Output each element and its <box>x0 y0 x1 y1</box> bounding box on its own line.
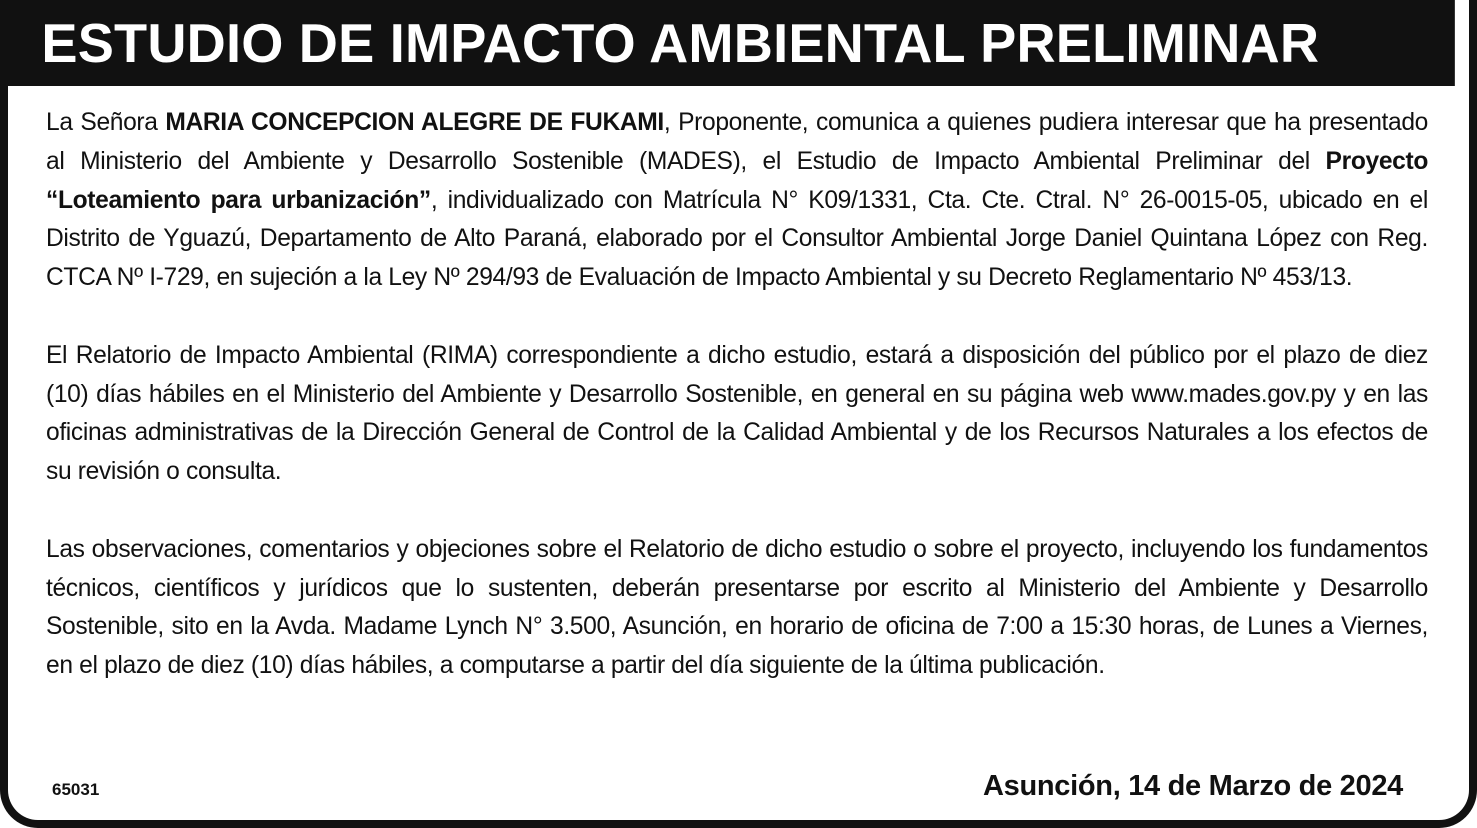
paragraph-text: , individualizado con Matrícula N° K09/1331, Cta. Cte. Ctral. N° 26-0015-05, ubicado en el Distrito de Yguazú, Departamento de Alto Paraná, elaborado por el Consultor Ambiental Jorge Daniel Quintana López con Reg. CTCA Nº I-729, en sujeción a la Ley Nº 294/93 de Evaluación de Impacto Ambiental y su Decreto Reglamentario Nº 453/13. <box>46 186 1429 292</box>
paragraph-proponent <box>46 104 1428 298</box>
ad-code: 65031 <box>52 780 100 799</box>
notice-body <box>46 104 1428 725</box>
paragraph-text: , Proponente, comunica a quienes pudiera interesar que ha presentado al Ministerio del Ambiente y Desarrollo Sostenible (MADES), el Estudio de Impacto Ambiental Preliminar del <box>46 109 1428 175</box>
project-name: Proyecto “Loteamiento para urbanización” <box>46 147 1428 214</box>
notice-title: ESTUDIO DE IMPACTO AMBIENTAL PRELIMINAR <box>0 0 1455 86</box>
paragraph-rima: El Relatorio de Impacto Ambiental (RIMA) correspondiente a dicho estudio, estará a disposición del público por el plazo de diez (10) días hábiles en el Ministerio del Ambiente y Desarrollo Sostenible, en general en su página web www.mades.gov.py y en las oficinas administrativas de la Dirección General de Control de la Calidad Ambiental y de los Recursos Naturales a los efectos de su revisión o consulta. <box>46 341 1428 486</box>
proponent-name: MARIA CONCEPCION ALEGRE DE FUKAMI <box>165 109 664 136</box>
paragraph-observations: Las observaciones, comentarios y objeciones sobre el Relatorio de dicho estudio o sobre el proyecto, incluyendo los fundamentos técnicos, científicos y jurídicos que lo sustenten, deberán presentarse por escrito al Ministerio del Ambiente y Desarrollo Sostenible, sito en la Avda. Madame Lynch N° 3.500, Asunción, en horario de oficina de 7:00 a 15:30 horas, de Lunes a Viernes, en el plazo de diez (10) días hábiles, a computarse a partir del día siguiente de la última publicación. <box>46 535 1428 680</box>
notice-date: Asunción, 14 de Marzo de 2024 <box>983 770 1403 802</box>
paragraph-text: La Señora <box>46 109 166 136</box>
